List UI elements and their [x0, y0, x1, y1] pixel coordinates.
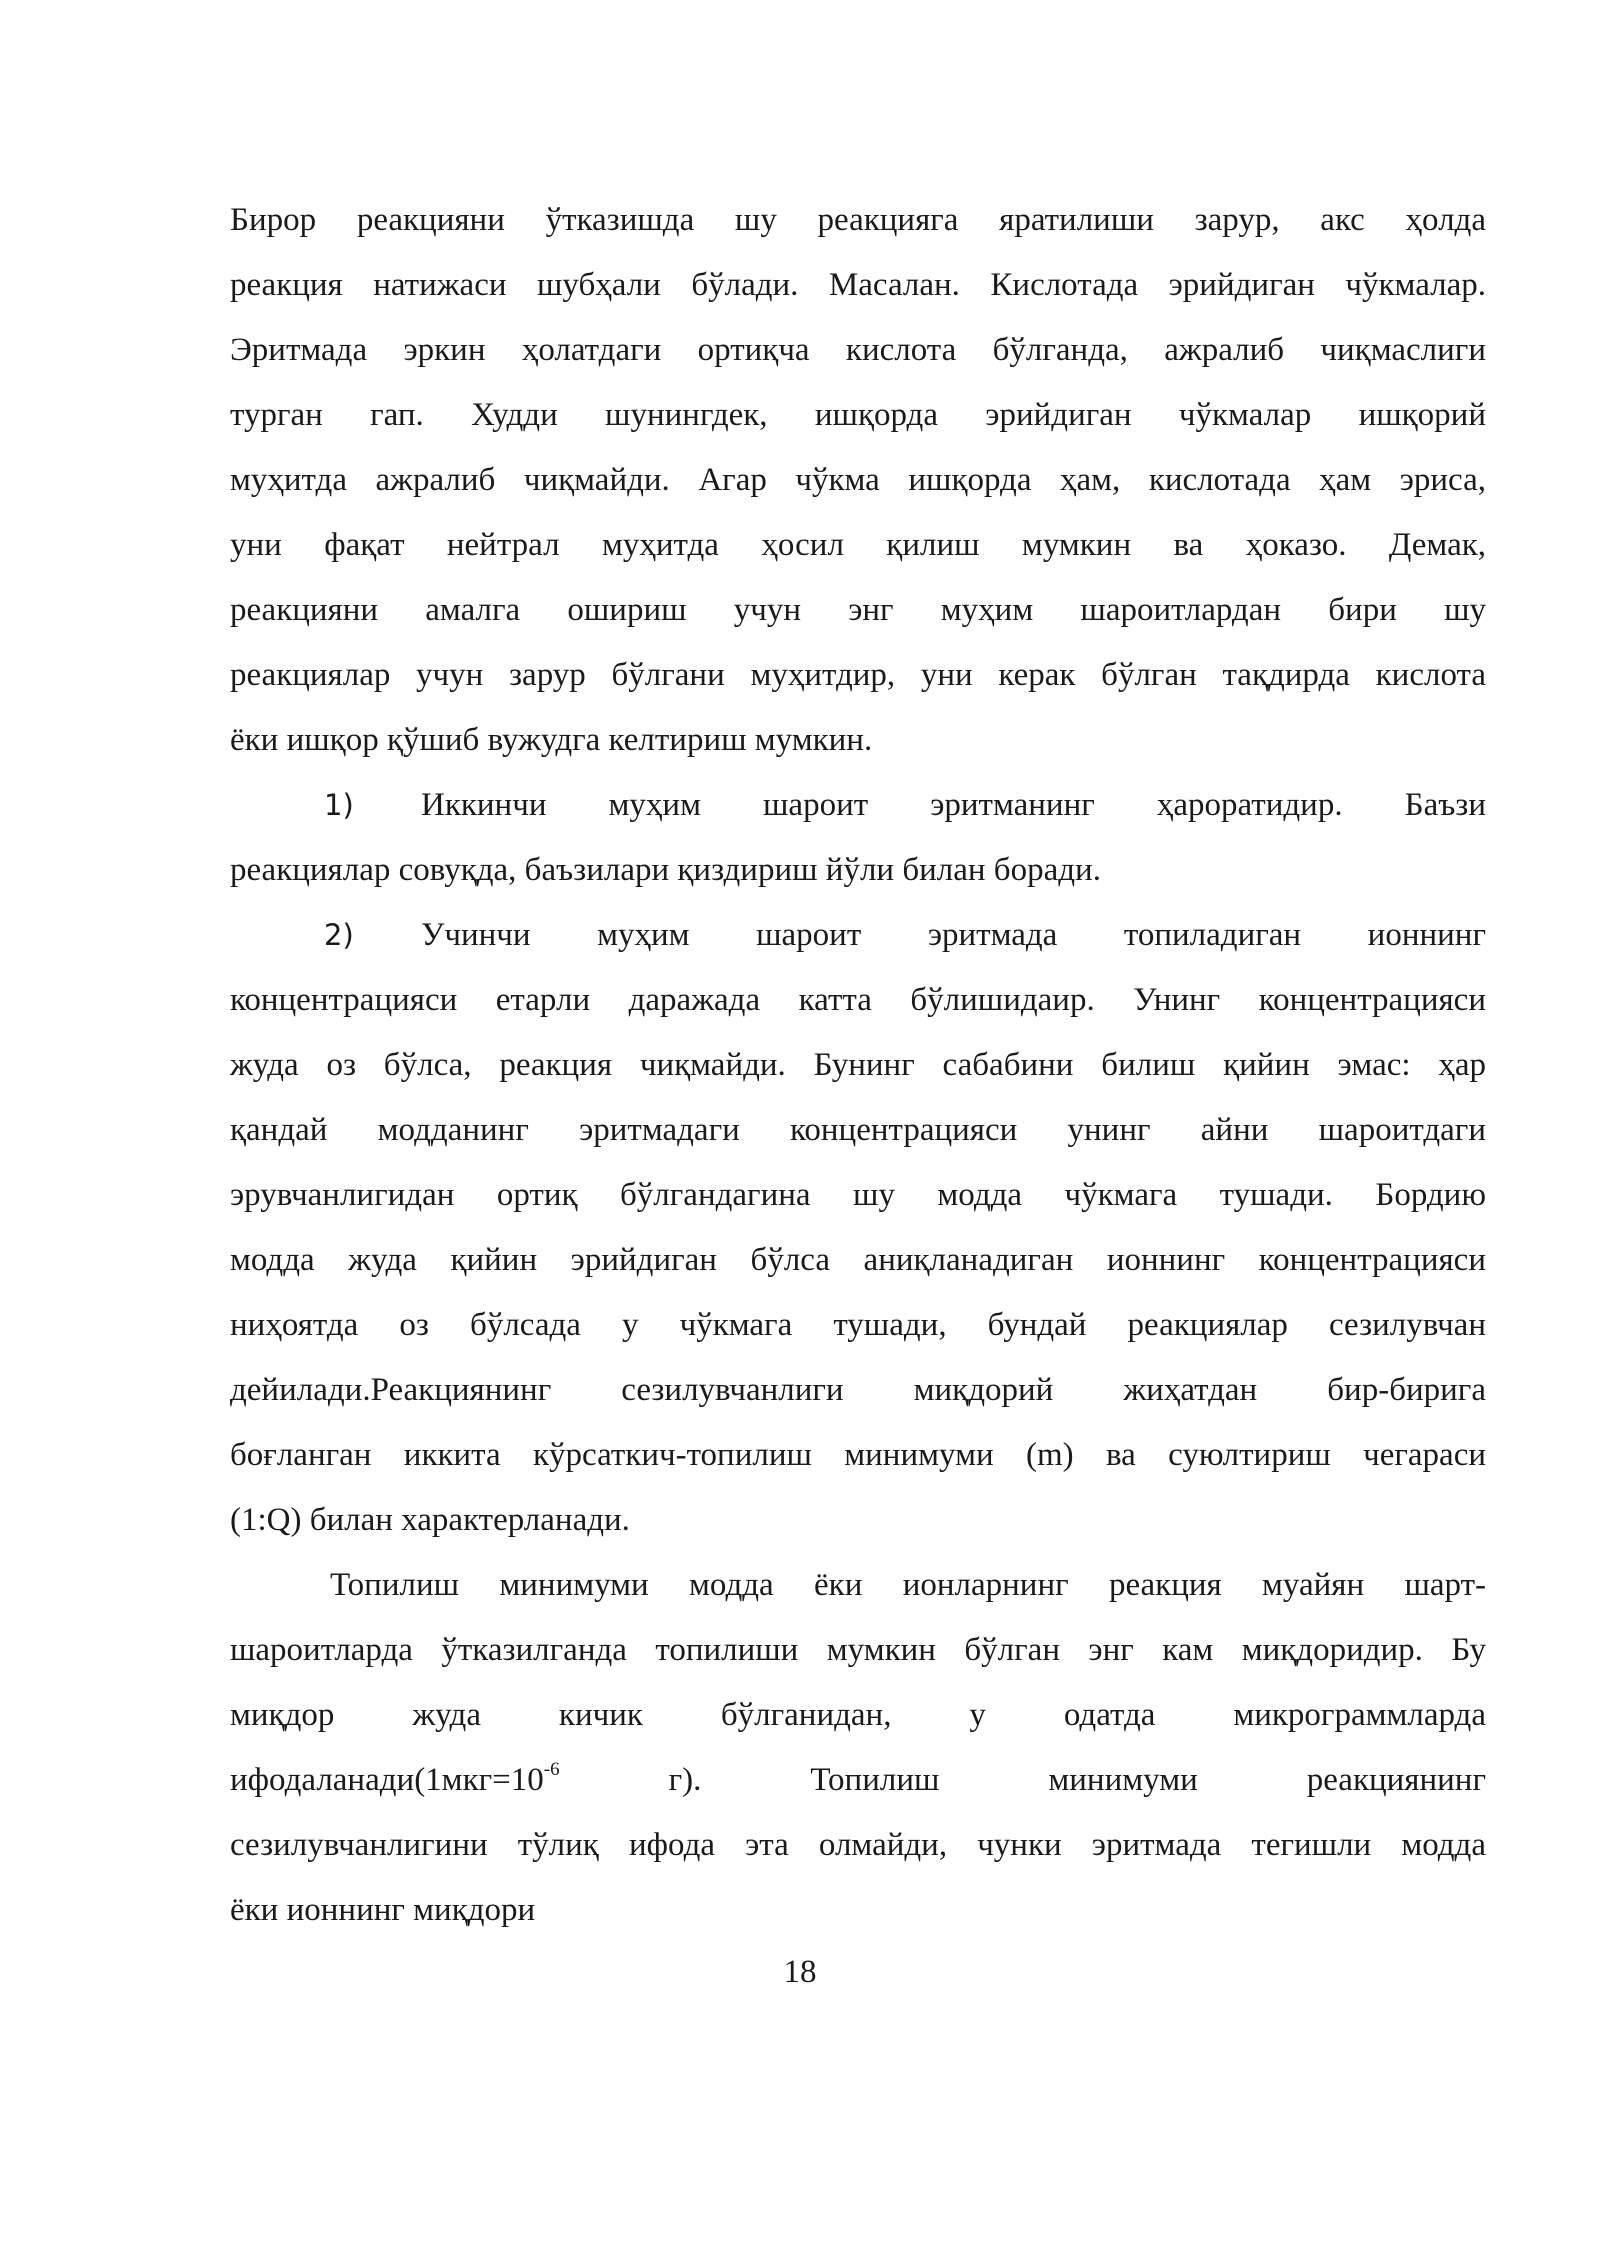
paragraph-line: (1:Q) билан характерланади.: [230, 1502, 630, 1538]
list-item-2-first-line: [230, 903, 1486, 968]
paragraph-line: Топилиш минимуми модда ёки ионларнинг реакция муайян шарт-: [330, 1567, 1486, 1603]
list-item-text: Иккинчи муҳим шароит эритманинг ҳароратидир. Баъзи: [421, 787, 1486, 823]
paragraph-line: турган гап. Худди шунингдек, ишқорда эрийдиган чўкмалар ишқорий: [230, 397, 1486, 433]
paragraph-line: Эритмада эркин ҳолатдаги ортиқча кислота бўлганда, ажралиб чиқмаслиги: [230, 332, 1486, 368]
paragraph-line: жуда оз бўлса, реакция чиқмайди. Бунинг сабабини билиш қийин эмас: ҳар: [230, 1047, 1486, 1083]
paragraph-line: реакция натижаси шубҳали бўлади. Масалан. Кислотада эрийдиган чўкмалар.: [230, 267, 1486, 303]
list-item-text: Учинчи муҳим шароит эритмада топиладиган ионнинг: [421, 917, 1486, 953]
paragraph-line-with-superscript: [230, 1748, 1486, 1813]
paragraph-line: модда жуда қийин эрийдиган бўлса аниқланадиган ионнинг концентрацияси: [230, 1242, 1486, 1278]
paragraph-line: миқдор жуда кичик бўлганидан, у одатда микрограммларда: [230, 1697, 1486, 1733]
formula-base: ифодаланади(1мкг=10: [230, 1762, 544, 1798]
line-continuation: г). Топилиш минимуми реакциянинг: [668, 1762, 1486, 1798]
paragraph-line: реакциялар совуқда, баъзилари қиздириш йўли билан боради.: [230, 852, 1101, 888]
body-text: [230, 188, 1486, 1943]
paragraph-line: Бирор реакцияни ўтказишда шу реакцияга яратилиши зарур, акс ҳолда: [230, 202, 1486, 238]
exponent: -6: [543, 1759, 560, 1780]
paragraph-line: уни фақат нейтрал муҳитда ҳосил қилиш мумкин ва ҳоказо. Демак,: [230, 527, 1486, 563]
paragraph-line: сезилувчанлигини тўлиқ ифода эта олмайди, чунки эритмада тегишли модда: [230, 1827, 1486, 1863]
paragraph-line: дейилади.Реакциянинг сезилувчанлиги миқдорий жиҳатдан бир-бирига: [230, 1372, 1486, 1408]
paragraph-line: ниҳоятда оз бўлсада у чўкмага тушади, бундай реакциялар сезилувчан: [230, 1307, 1486, 1343]
list-item-1-first-line: [230, 773, 1486, 838]
paragraph-line: муҳитда ажралиб чиқмайди. Агар чўкма ишқорда ҳам, кислотада ҳам эриса,: [230, 462, 1486, 498]
paragraph-line: концентрацияси етарли даражада катта бўлишидаир. Унинг концентрацияси: [230, 982, 1486, 1018]
paragraph-line: қандай модданинг эритмадаги концентрацияси унинг айни шароитдаги: [230, 1112, 1486, 1148]
paragraph-line: ёки ионнинг миқдори: [230, 1892, 536, 1928]
paragraph-line: шароитларда ўтказилганда топилиши мумкин бўлган энг кам миқдоридир. Бу: [230, 1632, 1486, 1668]
paragraph-line: эрувчанлигидан ортиқ бўлгандагина шу модда чўкмага тушади. Бордию: [230, 1177, 1486, 1213]
paragraph-line: ёки ишқор қўшиб вужудга келтириш мумкин.: [230, 722, 873, 758]
paragraph-line: реакциялар учун зарур бўлгани муҳитдир, уни керак бўлган тақдирда кислота: [230, 657, 1486, 693]
list-item-number: 1): [324, 788, 354, 822]
list-item-number: 2): [324, 918, 354, 952]
formula-text: [230, 1759, 560, 1798]
paragraph-line: реакцияни амалга ошириш учун энг муҳим шароитлардан бири шу: [230, 592, 1486, 628]
page-number: 18: [783, 1954, 817, 1990]
paragraph-line: боғланган иккита кўрсаткич-топилиш минимуми (m) ва суюлтириш чегараси: [230, 1437, 1486, 1473]
